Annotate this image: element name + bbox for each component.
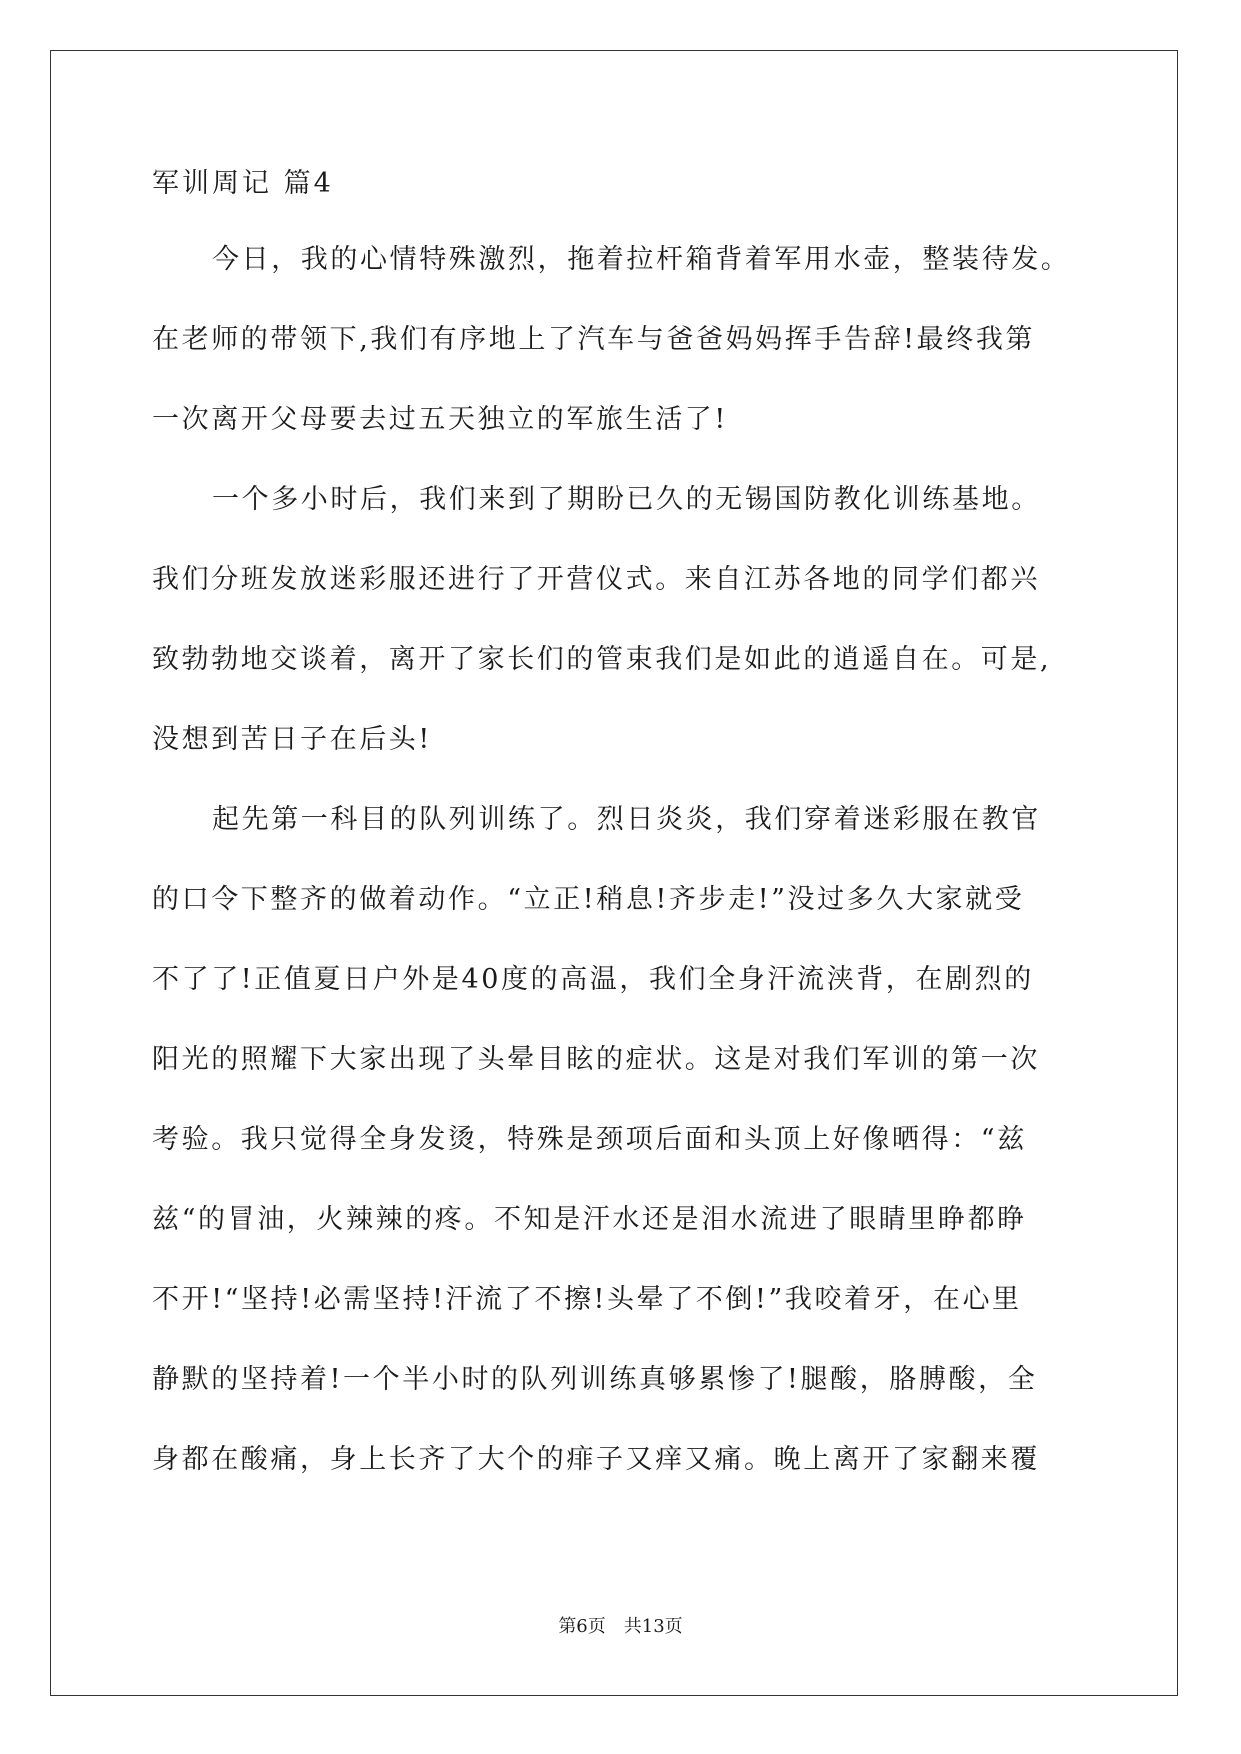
text-line: 静默的坚持着!一个半小时的队列训练真够累惨了!腿酸，胳膊酸，全	[152, 1364, 1038, 1395]
text-line: 一次离开父母要去过五天独立的军旅生活了!	[152, 404, 728, 435]
text-line: 在老师的带领下,我们有序地上了汽车与爸爸妈妈挥手告辞!最终我第	[152, 324, 1036, 355]
text-line: 我们分班发放迷彩服还进行了开营仪式。来自江苏各地的同学们都兴	[152, 564, 1040, 595]
paragraph-lines	[152, 240, 1087, 1480]
section-heading: 军训周记 篇4	[152, 168, 334, 199]
text-line: 考验。我只觉得全身发烫，特殊是颈项后面和头顶上好像晒得：“兹	[152, 1124, 1027, 1155]
text-line: 的口令下整齐的做着动作。“立正!稍息!齐步走!”没过多久大家就受	[152, 884, 1025, 915]
text-line: 起先第一科目的队列训练了。烈日炎炎，我们穿着迷彩服在教官	[212, 804, 1041, 835]
text-line: 没想到苦日子在后头!	[152, 724, 432, 755]
text-line: 不了了!正值夏日户外是40度的高温，我们全身汗流浃背，在剧烈的	[152, 964, 1034, 995]
page-number: 第6页 共13页	[558, 1616, 683, 1637]
document-body	[152, 164, 1087, 1520]
text-line: 兹“的冒油，火辣辣的疼。不知是汗水还是泪水流进了眼睛里睁都睁	[152, 1204, 1027, 1235]
text-line: 一个多小时后，我们来到了期盼已久的无锡国防教化训练基地。	[212, 484, 1041, 515]
text-line: 不开!“坚持!必需坚持!汗流了不擦!头晕了不倒!”我咬着牙，在心里	[152, 1284, 1022, 1315]
text-line: 今日，我的心情特殊激烈，拖着拉杆箱背着军用水壶，整装待发。	[212, 244, 1071, 275]
text-line: 阳光的照耀下大家出现了头晕目眩的症状。这是对我们军训的第一次	[152, 1044, 1040, 1075]
text-line: 致勃勃地交谈着，离开了家长们的管束我们是如此的逍遥自在。可是,	[152, 644, 1052, 675]
text-line: 身都在酸痛，身上长齐了大个的痱子又痒又痛。晚上离开了家翻来覆	[152, 1444, 1040, 1475]
